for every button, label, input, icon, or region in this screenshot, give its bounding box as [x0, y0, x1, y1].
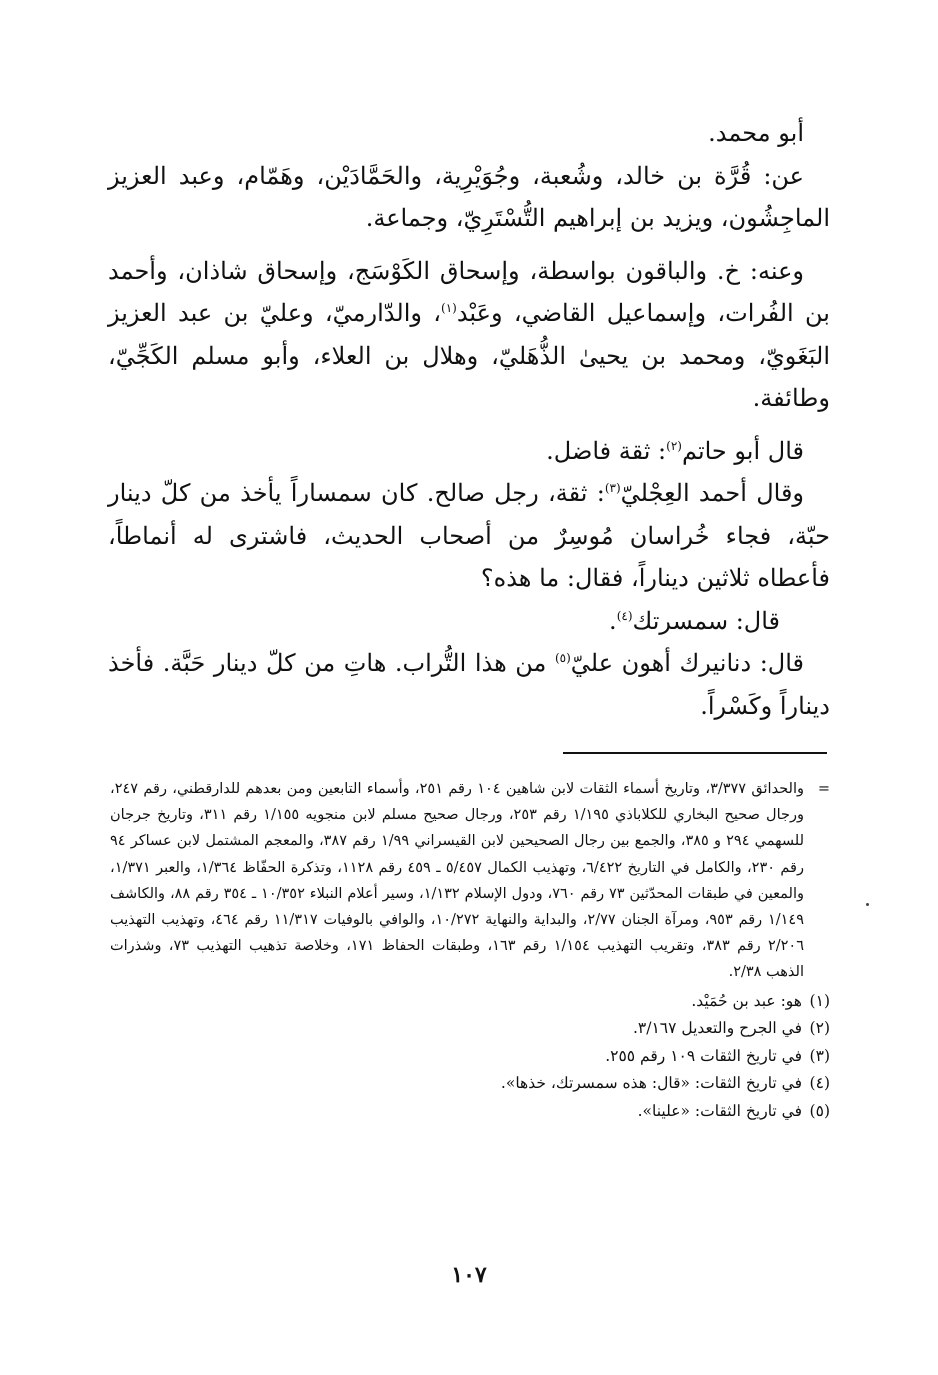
continuation-mark: = — [817, 781, 830, 797]
footnote-continuation — [110, 776, 830, 986]
footnotes-section — [110, 776, 830, 1125]
footnote-2-text: في الجرح والتعديل ٣/١٦٧. — [632, 1019, 802, 1038]
paragraph-3-text-a: وعنه: خ. والباقون بواسطة، وإسحاق الكَوْسَج، وإسحاق شاذان، وأحمد بن الفُرات، وإسماعيل القاضي، وعَبْد — [108, 256, 830, 327]
footnote-1 — [110, 988, 830, 1016]
paragraph-3 — [108, 250, 830, 420]
footnote-5 — [110, 1098, 830, 1126]
paragraph-4-text-b: : ثقة فاضل. — [546, 436, 667, 465]
paragraph-4-text-a: قال أبو حاتم — [681, 436, 804, 465]
paragraph-5-text-b: : ثقة، رجل صالح. كان سمساراً يأخذ من كلّ دينار حبّة، فجاء خُراسان مُوسِرٌ من أصحاب الحديث، فاشترى له أنماطاً، فأعطاه ثلاثين ديناراً، فقال: ما هذه؟ — [108, 479, 830, 592]
footnote-separator — [563, 752, 827, 754]
footnote-1-number: (١) — [809, 991, 830, 1010]
continuation-text: والحدائق ٣/٣٧٧، وتاريخ أسماء الثقات لابن شاهين ١٠٤ رقم ٢٥١، وأسماء التابعين ومن بعدهم للدارقطني، رقم ٢٤٧، ورجال صحيح البخاري للكلاباذي ١/١٩٥ رقم ٢٥٣، ورجال صحيح مسلم لابن منجويه ١/١٥٥ رقم ٣١١، وتاريخ جرجان للسهمي ٢٩٤ و ٣٨٥، والجمع بين رجال الصحيحين لابن القيسراني ١/٩٩ رقم ٣٨٧، والمعجم المشتمل لابن عساكر ٩٤ رقم ٢٣٠، والكامل في التاريخ ٦/٤٢٢، وتهذيب الكمال ٥/٤٥٧ ـ ٤٥٩ رقم ١١٢٨، وتذكرة الحفّاظ ١/٣٦٤، والعبر ١/٣٧١، والمعين في طبقات المحدّثين ٧٣ رقم ٧٦٠، ودول الإسلام ١/١٣٢، وسير أعلام النبلاء ١٠/٣٥٢ ـ ٣٥٤ رقم ٨٨، والكاشف ١/١٤٩ رقم ٩٥٣، ومرآة الجنان ٢/٧٧، والبداية والنهاية ١٠/٢٧٢، والوافي بالوفيات ١١/٣١٧ رقم ٤٦٤، وتهذيب التهذيب ٢/٢٠٦ رقم ٣٨٣، وتقريب التهذيب ١/١٥٤ رقم ١٦٣، وطبقات الحفاظ ١٧١، وخلاصة تذهيب التهذيب ٧٣، وشذرات الذهب ٢/٣٨. — [110, 781, 805, 981]
paragraph-4 — [108, 430, 830, 473]
paragraph-7-text-a: قال: دنانيرك أهون عليّ — [570, 649, 805, 677]
paragraph-6 — [108, 600, 830, 643]
footnote-4-text: في تاريخ الثقات: «قال: هذه سمسرتك، خذها». — [500, 1074, 802, 1093]
main-text — [108, 112, 830, 727]
footnote-ref-1[interactable]: (١) — [441, 301, 457, 315]
footnote-5-text: في تاريخ الثقات: «علينا». — [637, 1101, 802, 1120]
paragraph-7 — [108, 642, 830, 727]
footnote-3-text: في تاريخ الثقات ١٠٩ رقم ٢٥٥. — [605, 1046, 802, 1065]
footnote-ref-2[interactable]: (٢) — [666, 438, 682, 453]
footnote-5-number: (٥) — [809, 1101, 830, 1120]
paragraph-3-text-b: ، والدّارميّ، وعليّ بن عبد العزيز البَغَويّ، ومحمد بن يحيىٰ الذُّهَليّ، وهلال بن العلاء، وأبو مسلم الكَجِّيّ، وطائفة. — [108, 299, 830, 412]
paragraph-6-text-a: قال: سمسرتك — [632, 606, 780, 635]
footnote-2 — [110, 1015, 830, 1043]
footnote-4-number: (٤) — [809, 1074, 830, 1093]
paragraph-7-text-b: من هذا التُّراب. هاتِ من كلّ دينار حَبَّة. فأخذ ديناراً وكَسْراً. — [108, 649, 830, 720]
footnote-ref-3[interactable]: (٣) — [604, 481, 621, 495]
paragraph-1: أبو محمد. — [708, 119, 804, 147]
paragraph-5 — [108, 472, 830, 600]
footnote-3 — [110, 1043, 830, 1071]
paragraph-5-text-a: وقال أحمد العِجْليّ — [620, 479, 804, 507]
scan-speck — [866, 903, 869, 906]
footnote-ref-5[interactable]: (٥) — [554, 651, 571, 665]
footnote-4 — [110, 1070, 830, 1098]
footnote-3-number: (٣) — [809, 1046, 830, 1065]
paragraph-6-text-b: . — [609, 606, 617, 635]
page-number: ١٠٧ — [451, 1262, 487, 1288]
footnote-1-text: هو: عبد بن حُمَيْد. — [691, 991, 802, 1010]
paragraph-2: عن: قُرَّة بن خالد، وشُعبة، وجُوَيْرِية، والحَمَّادَيْن، وهَمّام، وعبد العزيز الماجِشُون، ويزيد بن إبراهيم التُّسْتَرِيّ، وجماعة. — [108, 161, 830, 232]
footnote-ref-4[interactable]: (٤) — [616, 608, 633, 623]
footnote-2-number: (٢) — [809, 1019, 830, 1038]
